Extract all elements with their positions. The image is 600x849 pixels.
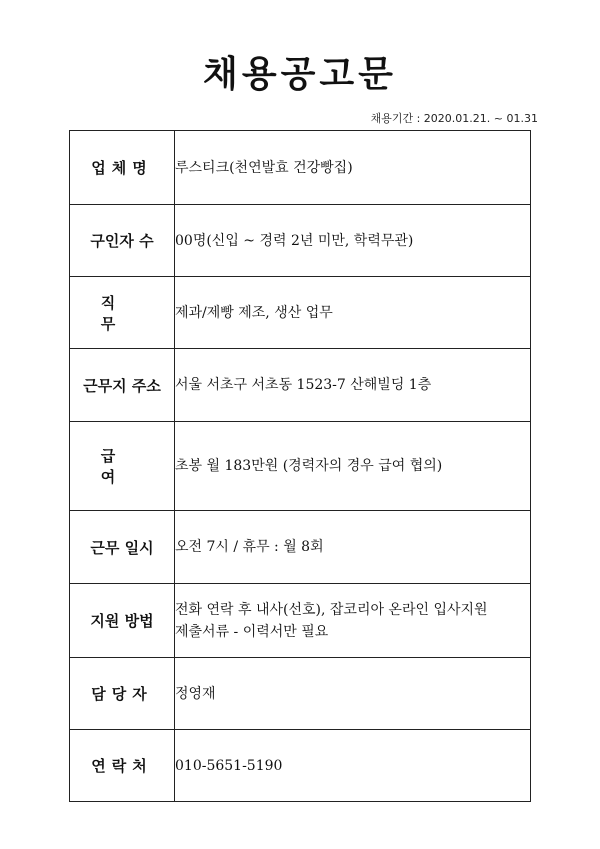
label-apply: 지원 방법 (70, 584, 175, 658)
table-row-duty (70, 277, 531, 349)
label-phone: 연락처 (70, 730, 175, 802)
label-headcount: 구인자 수 (70, 205, 175, 277)
value-apply-line2: 제출서류 - 이력서만 필요 (175, 623, 329, 640)
job-posting-table (69, 130, 531, 802)
value-salary: 초봉 월 183만원 (경력자의 경우 급여 협의) (175, 422, 531, 511)
label-duty: 직 무 (70, 277, 175, 349)
value-headcount: 00명(신입 ~ 경력 2년 미만, 학력무관) (175, 205, 531, 277)
table-row-phone (70, 730, 531, 802)
label-address: 근무지 주소 (70, 349, 175, 422)
table-row-salary (70, 422, 531, 511)
table-row-contact-person (70, 658, 531, 730)
value-company: 루스티크(천연발효 건강빵집) (175, 131, 531, 205)
value-address: 서울 서초구 서초동 1523-7 산해빌딩 1층 (175, 349, 531, 422)
value-duty: 제과/제빵 제조, 생산 업무 (175, 277, 531, 349)
label-work-hours: 근무 일시 (70, 511, 175, 584)
label-company: 업체명 (70, 131, 175, 205)
value-apply (175, 584, 531, 658)
value-contact-person: 정영재 (175, 658, 531, 730)
value-phone: 010-5651-5190 (175, 730, 531, 802)
table-row-company (70, 131, 531, 205)
value-apply-line1: 전화 연락 후 내사(선호), 잡코리아 온라인 입사지원 (175, 601, 488, 618)
table-row-headcount (70, 205, 531, 277)
value-work-hours: 오전 7시 / 휴무 : 월 8회 (175, 511, 531, 584)
label-contact-person: 담당자 (70, 658, 175, 730)
table-row-address (70, 349, 531, 422)
recruitment-period: 채용기간 : 2020.01.21. ~ 01.31 (370, 112, 538, 125)
table-row-work-hours (70, 511, 531, 584)
document-title: 채용공고문 (203, 53, 397, 95)
label-salary: 급 여 (70, 422, 175, 511)
table-row-apply (70, 584, 531, 658)
